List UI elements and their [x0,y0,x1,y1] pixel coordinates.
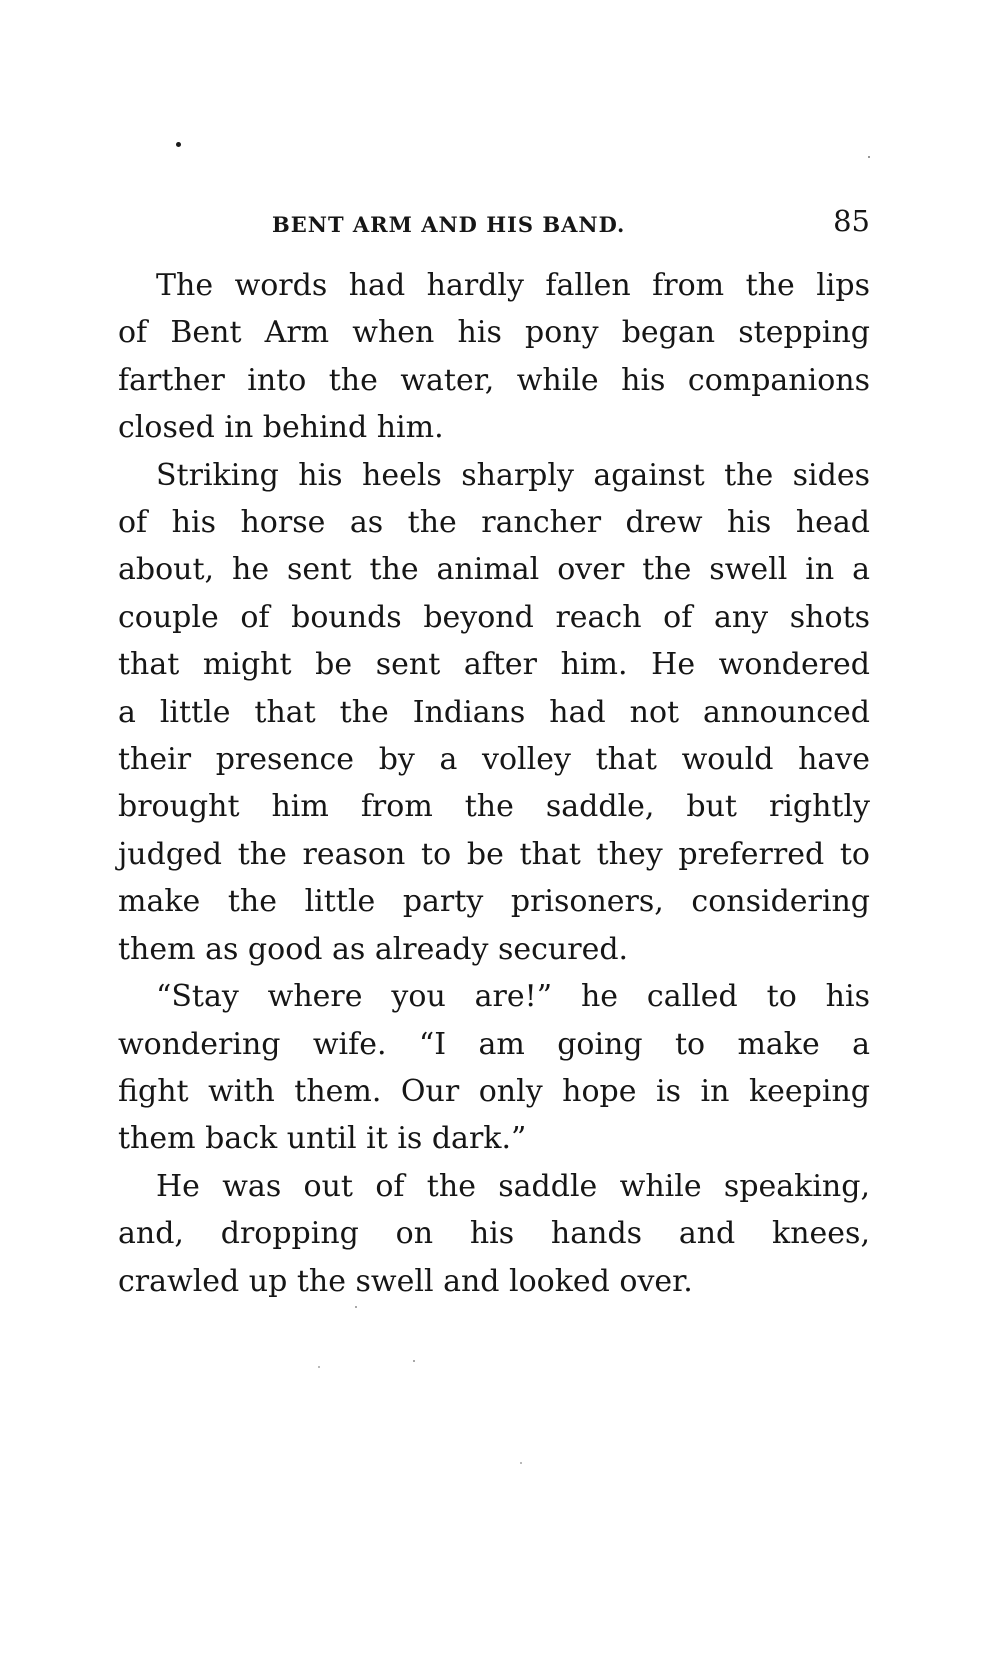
text-line: that might be sent after him. He wondered [118,647,870,683]
text-line: judged the reason to be that they preferred to [118,836,870,872]
paragraph [118,973,870,1163]
text-line: couple of bounds beyond reach of any shots [118,599,870,635]
text-line: closed in behind him. [118,410,444,446]
ink-speck [520,1462,522,1464]
paragraph [118,262,870,452]
ink-speck [355,1306,357,1308]
text-line: The words had hardly fallen from the lips [156,268,870,303]
body-text [118,262,870,1305]
running-title: BENT ARM AND HIS BAND. [272,212,626,237]
text-line: brought him from the saddle, but rightly [118,789,870,825]
text-line: a little that the Indians had not announced [118,694,870,730]
text-line: of his horse as the rancher drew his head [118,505,870,541]
text-line: “Stay where you are!” he called to his [156,979,870,1015]
paragraph [118,1163,870,1305]
page-number: 85 [833,204,870,238]
text-line: of Bent Arm when his pony began stepping [118,315,870,351]
ink-speck [318,1366,320,1368]
text-line: about, he sent the animal over the swell in a [118,552,870,588]
text-line: their presence by a volley that would have [118,742,870,778]
text-line: crawled up the swell and looked over. [118,1263,693,1299]
text-line: and, dropping on his hands and knees, [118,1216,870,1252]
text-line: He was out of the saddle while speaking, [156,1168,870,1204]
ink-speck [176,142,181,147]
paragraph [118,452,870,973]
text-line: fight with them. Our only hope is in keeping [118,1073,870,1109]
ink-speck [413,1360,415,1362]
text-line: Striking his heels sharply against the sides [156,457,870,493]
text-line: wondering wife. “I am going to make a [118,1026,870,1062]
running-head [118,198,870,238]
text-line: them back until it is dark.” [118,1121,527,1157]
text-line: farther into the water, while his companions [118,362,870,398]
text-line: make the little party prisoners, considering [118,884,870,920]
text-line: them as good as already secured. [118,931,629,967]
ink-speck [868,156,870,158]
